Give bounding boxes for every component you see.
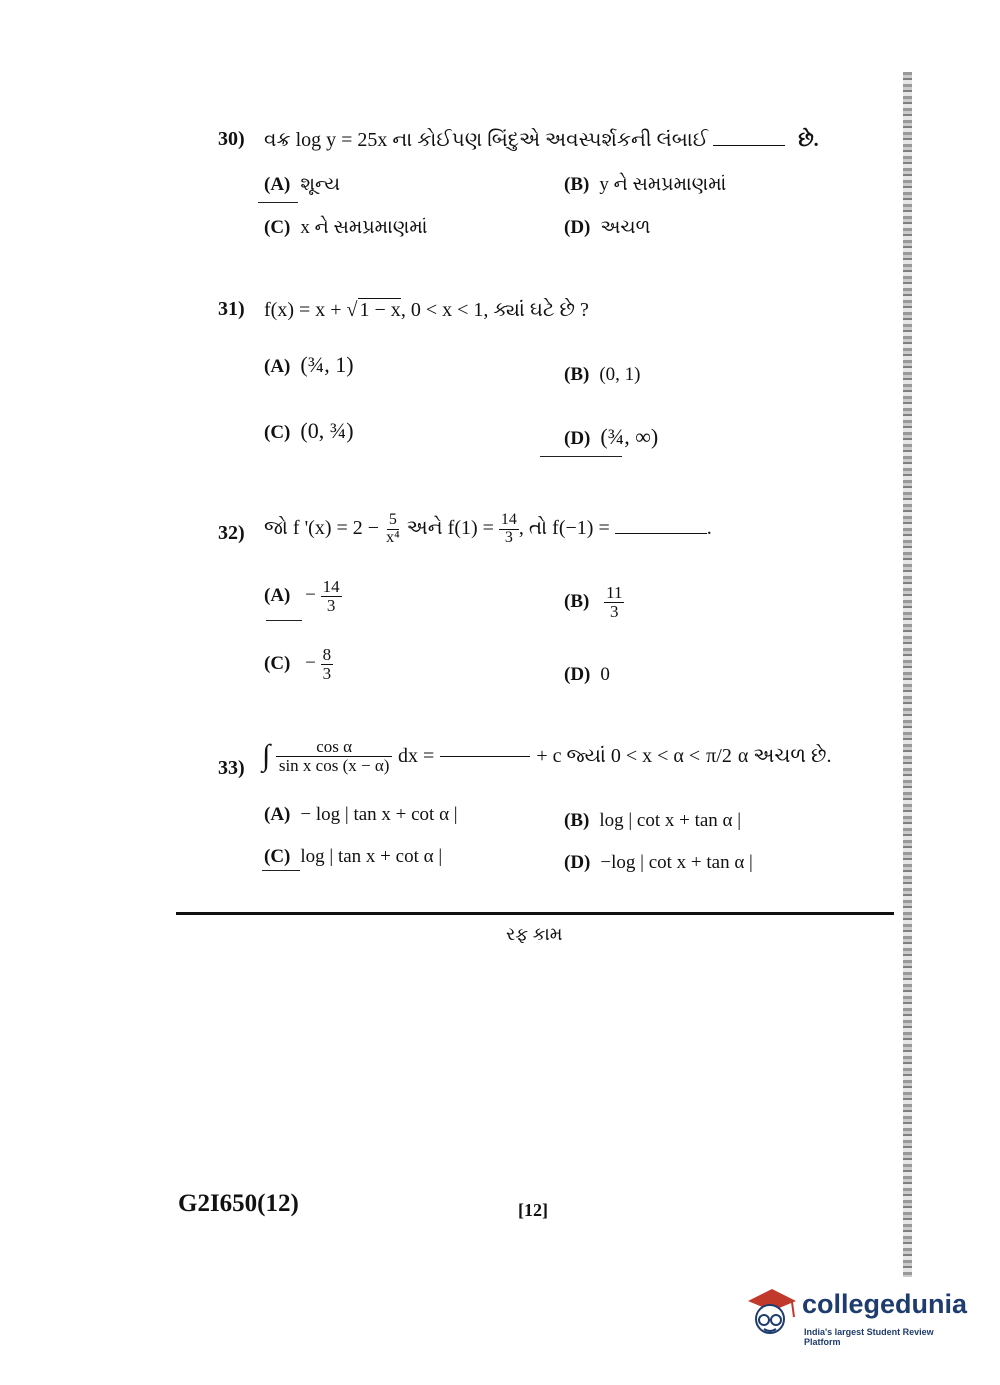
option-c: [264, 846, 442, 868]
stem-text: dx =: [398, 744, 435, 767]
stem-text: વક્ર log y = 25x ના કોઈપણ બિંદુએ અવસ્પર્શકની લંબાઈ: [264, 129, 709, 151]
fraction-denominator: 3: [504, 528, 513, 546]
stem-text: જો f '(x) = 2 −: [264, 516, 380, 539]
pen-mark: [540, 456, 622, 457]
option-label: (C): [264, 652, 291, 674]
logo-tagline: India's largest Student Review Platform: [804, 1327, 934, 1347]
fraction: [384, 512, 402, 547]
fraction-numerator: 11: [606, 583, 623, 602]
option-text: 0: [600, 664, 610, 685]
mascot-icon: [742, 1285, 798, 1341]
pen-mark: [266, 620, 302, 621]
fraction-numerator: 5: [388, 511, 397, 528]
option-label: (D): [564, 852, 591, 873]
fraction-numerator: cos α: [276, 738, 392, 757]
fraction-denominator: 3: [326, 595, 336, 615]
pen-mark: [262, 870, 300, 871]
fraction-numerator: 8: [322, 645, 332, 664]
option-d: [564, 664, 610, 686]
question-number: 31): [218, 298, 245, 320]
fraction-denominator: x⁴: [386, 528, 400, 546]
scan-edge-shadow: [903, 72, 912, 1277]
option-label: (A): [264, 356, 291, 377]
option-label: (D): [564, 664, 591, 685]
option-text: y ને સમપ્રમાણમાં: [599, 174, 727, 195]
option-label: (B): [564, 590, 590, 612]
option-c: [264, 418, 354, 444]
fraction-denominator: 3: [610, 601, 619, 621]
stem-text: f(x) = x +: [264, 299, 342, 321]
option-b: [564, 584, 624, 621]
question-stem: [264, 512, 712, 547]
pi-fraction: π/2: [706, 744, 732, 767]
question-number: 33): [218, 757, 245, 779]
option-sign: −: [305, 584, 316, 606]
option-c: [264, 217, 427, 239]
fraction-numerator: 14: [322, 577, 340, 596]
answer-blank: [440, 756, 530, 757]
question-number: 32): [218, 522, 245, 544]
option-sign: −: [305, 652, 316, 674]
option-text: (¾, ∞): [600, 424, 659, 449]
stem-text: છે.: [798, 129, 819, 151]
page-number: [12]: [518, 1200, 548, 1220]
option-label: (B): [564, 810, 590, 831]
option-text: − log | tan x + cot α |: [300, 804, 458, 825]
option-a: [264, 578, 342, 615]
option-label: (C): [264, 217, 291, 238]
option-a: [264, 352, 354, 378]
section-divider: [176, 912, 894, 915]
option-label: (B): [564, 364, 590, 385]
option-text: −log | cot x + tan α |: [600, 852, 753, 873]
integral-sign: ∫: [262, 739, 271, 773]
collegedunia-logo: [742, 1283, 972, 1345]
option-d: [564, 424, 658, 450]
stem-text: , 0 < x < 1, ક્યાં ઘટે છે ?: [400, 299, 589, 321]
option-label: (C): [264, 846, 291, 867]
fraction: [321, 578, 342, 615]
fraction-denominator: sin x cos (x − α): [278, 755, 390, 775]
option-label: (A): [264, 584, 291, 606]
option-label: (A): [264, 174, 291, 195]
stem-text: , તો f(−1) =: [518, 516, 610, 539]
pen-mark: [258, 202, 298, 203]
option-b: [564, 174, 726, 196]
option-c: [264, 646, 333, 683]
answer-blank: [615, 533, 707, 534]
question-stem: [264, 129, 819, 152]
stem-text: અને f(1) =: [406, 516, 494, 539]
paper-code: G2I650(12): [178, 1190, 299, 1217]
question-number: 30): [218, 128, 245, 150]
option-text: (¾, 1): [300, 352, 354, 377]
stem-text: α અચળ છે.: [737, 744, 832, 767]
option-text: શૂન્ય: [300, 174, 341, 195]
option-label: (D): [564, 217, 591, 238]
option-label: (D): [564, 428, 591, 449]
question-stem: f(x) = x + √ 1 − x, 0 < x < 1, ક્યાં ઘટે છે ?: [264, 299, 589, 321]
option-a: [264, 804, 458, 826]
option-b: [564, 364, 640, 386]
option-text: log | tan x + cot α |: [300, 846, 443, 867]
sqrt-term: 1 − x: [359, 299, 401, 321]
answer-blank: [713, 145, 785, 146]
fraction: [321, 646, 334, 683]
option-label: (B): [564, 174, 590, 195]
option-b: [564, 810, 741, 832]
option-label: (A): [264, 804, 291, 825]
option-a: [264, 174, 340, 196]
stem-text: .: [706, 516, 712, 539]
option-text: અચળ: [600, 217, 651, 238]
option-text: (0, ¾): [300, 418, 354, 443]
fraction-denominator: 3: [322, 663, 332, 683]
fraction: [276, 738, 392, 775]
option-text: log | cot x + tan α |: [599, 810, 742, 831]
option-label: (C): [264, 422, 291, 443]
fraction-numerator: 14: [500, 511, 517, 528]
question-stem: [262, 738, 831, 775]
option-text: (0, 1): [599, 364, 641, 385]
logo-wordmark: collegedunia: [802, 1289, 968, 1319]
option-d: [564, 217, 650, 239]
stem-text: + c જ્યાં 0 < x < α <: [536, 744, 701, 767]
fraction: [604, 584, 624, 621]
option-d: [564, 852, 753, 874]
fraction: [499, 512, 519, 547]
option-text: x ને સમપ્રમાણમાં: [300, 217, 428, 238]
rough-work-heading: રફ કામ: [506, 924, 563, 944]
